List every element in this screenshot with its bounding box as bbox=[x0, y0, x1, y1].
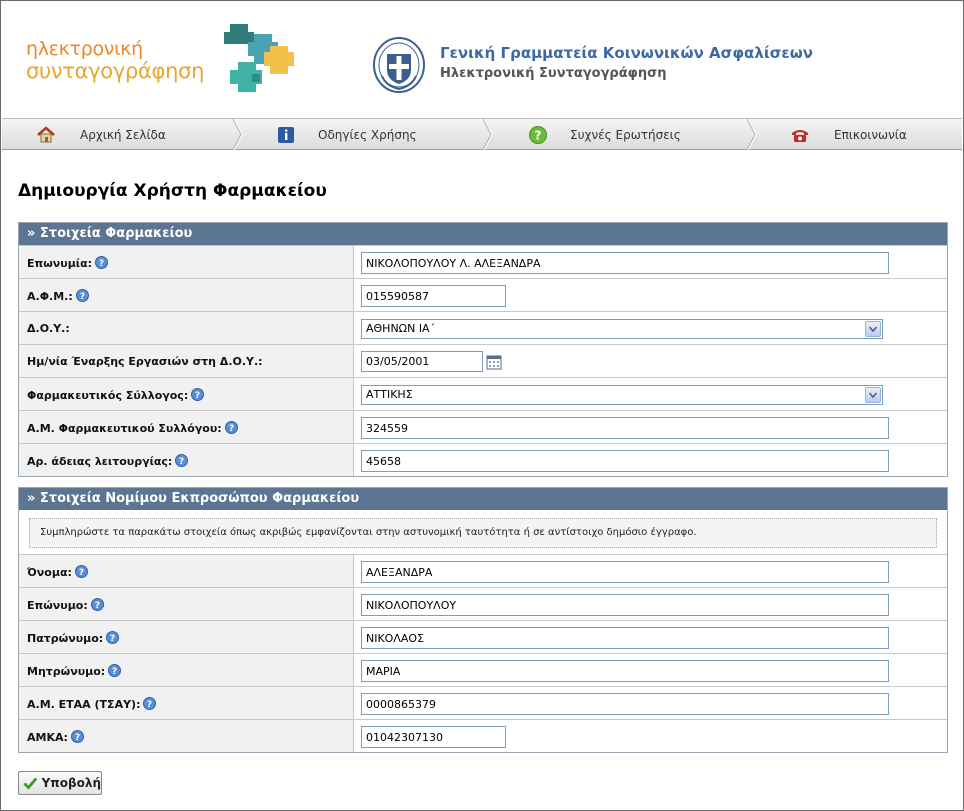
checkmark-icon bbox=[23, 776, 38, 790]
svg-text:?: ? bbox=[98, 259, 105, 269]
home-icon bbox=[36, 125, 56, 145]
info-icon bbox=[276, 125, 296, 145]
submit-label: Υποβολή bbox=[41, 776, 101, 790]
svg-text:?: ? bbox=[94, 601, 100, 611]
page-title: Δημιουργία Χρήστη Φαρμακείου bbox=[18, 181, 327, 201]
svg-text:?: ? bbox=[195, 391, 201, 401]
field-label bbox=[19, 444, 354, 476]
doy-select[interactable] bbox=[361, 319, 883, 339]
form-row-pharmacy-name bbox=[19, 245, 947, 278]
org-subtitle: Ηλεκτρονική Συνταγογράφηση bbox=[440, 66, 667, 81]
label-doy: Δ.Ο.Υ.: bbox=[27, 322, 70, 335]
svg-text:?: ? bbox=[78, 568, 85, 578]
form-row-afm bbox=[19, 278, 947, 311]
pharm-association-select[interactable] bbox=[361, 385, 883, 405]
label-association-number: Α.Μ. Φαρμακευτικού Συλλόγου: bbox=[27, 422, 222, 435]
svg-text:?: ? bbox=[534, 128, 542, 142]
representative-section bbox=[18, 487, 948, 753]
form-row-license-number bbox=[19, 443, 947, 476]
nav-label-instructions: Οδηγίες Χρήσης bbox=[318, 127, 417, 142]
field-label bbox=[19, 588, 354, 620]
etaa-number-input[interactable] bbox=[361, 693, 889, 715]
help-icon[interactable] bbox=[91, 598, 104, 611]
puzzle-logo-icon bbox=[224, 22, 294, 98]
pharmacy-section-header: » Στοιχεία Φαρμακείου bbox=[19, 223, 947, 245]
field-label bbox=[19, 378, 354, 410]
representative-section-header: » Στοιχεία Νομίμου Εκπροσώπου Φαρμακείου bbox=[19, 488, 947, 510]
help-icon[interactable] bbox=[71, 730, 84, 743]
form-row-last-name bbox=[19, 587, 947, 620]
phone-icon bbox=[790, 125, 810, 145]
nav-label-home: Αρχική Σελίδα bbox=[80, 127, 166, 142]
form-row-first-name bbox=[19, 554, 947, 587]
submit-button[interactable] bbox=[18, 771, 102, 795]
field-label bbox=[19, 345, 354, 377]
last-name-input[interactable] bbox=[361, 594, 889, 616]
form-row-pharm-association bbox=[19, 377, 947, 410]
form-row-mother-name bbox=[19, 653, 947, 686]
help-icon[interactable] bbox=[106, 631, 119, 644]
association-number-input[interactable] bbox=[361, 417, 889, 439]
chevron-down-icon[interactable] bbox=[865, 387, 881, 403]
help-icon[interactable] bbox=[75, 565, 88, 578]
svg-text:?: ? bbox=[110, 634, 116, 644]
field-label bbox=[19, 555, 354, 587]
nav-separator bbox=[482, 119, 494, 150]
field-label bbox=[19, 246, 354, 278]
label-pharmacy-name: Επωνυμία: bbox=[27, 257, 93, 270]
afm-input[interactable] bbox=[361, 285, 506, 307]
pharmacy-name-input[interactable] bbox=[361, 252, 889, 274]
form-row-association-number bbox=[19, 410, 947, 443]
form-row-amka bbox=[19, 719, 947, 752]
field-label bbox=[19, 687, 354, 719]
field-label bbox=[19, 720, 354, 752]
help-icon[interactable] bbox=[143, 697, 156, 710]
label-etaa-number: Α.Μ. ΕΤΑΑ (ΤΣΑΥ): bbox=[27, 698, 141, 711]
nav-item-home[interactable] bbox=[36, 119, 166, 150]
field-label bbox=[19, 312, 354, 344]
notice-text: Συμπληρώστε τα παρακάτω στοιχεία όπως ακριβώς εμφανίζονται στην αστυνομική ταυτότητα ή σε αντίστοιχο δημόσιο έγγραφο. bbox=[29, 518, 937, 548]
nav-item-faq[interactable] bbox=[528, 119, 681, 150]
nav-label-contact: Επικοινωνία bbox=[834, 127, 907, 142]
field-label bbox=[19, 654, 354, 686]
notice-wrapper bbox=[19, 510, 947, 554]
chevron-down-icon[interactable] bbox=[865, 321, 881, 337]
question-icon bbox=[528, 125, 548, 145]
header bbox=[2, 2, 962, 118]
start-date-input[interactable] bbox=[361, 351, 483, 372]
form-row-etaa-number bbox=[19, 686, 947, 719]
first-name-input[interactable] bbox=[361, 561, 889, 583]
nav-item-contact[interactable] bbox=[790, 119, 907, 150]
svg-text:?: ? bbox=[74, 733, 81, 743]
form-row-doy bbox=[19, 311, 947, 344]
main-nav bbox=[2, 118, 962, 150]
nav-separator bbox=[746, 119, 758, 150]
label-pharm-association: Φαρμακευτικός Σύλλογος: bbox=[27, 389, 189, 402]
form-row-father-name bbox=[19, 620, 947, 653]
nav-item-instructions[interactable] bbox=[276, 119, 417, 150]
nav-separator bbox=[232, 119, 244, 150]
label-last-name: Επώνυμο: bbox=[27, 599, 88, 612]
doy-select-value: ΑΘΗΝΩΝ ΙΑ΄ bbox=[366, 322, 436, 335]
site-logo[interactable] bbox=[26, 38, 204, 82]
logo-line1: ηλεκτρονική bbox=[26, 38, 143, 60]
pharm-association-select-value: ΑΤΤΙΚΗΣ bbox=[366, 388, 413, 401]
svg-text:?: ? bbox=[179, 457, 185, 467]
field-label bbox=[19, 279, 354, 311]
field-label bbox=[19, 411, 354, 443]
svg-text:?: ? bbox=[112, 667, 118, 677]
svg-text:?: ? bbox=[147, 700, 153, 710]
pharmacy-section bbox=[18, 222, 948, 477]
label-afm: Α.Φ.Μ.: bbox=[27, 290, 73, 303]
nav-label-faq: Συχνές Ερωτήσεις bbox=[570, 127, 681, 142]
label-license-number: Αρ. άδειας λειτουργίας: bbox=[27, 455, 173, 468]
license-number-input[interactable] bbox=[361, 450, 889, 472]
form-row-start-date bbox=[19, 344, 947, 377]
svg-text:?: ? bbox=[79, 292, 85, 302]
label-father-name: Πατρώνυμο: bbox=[27, 632, 104, 645]
field-label bbox=[19, 621, 354, 653]
greek-crest-icon bbox=[372, 36, 426, 94]
logo-line2: συνταγογράφηση bbox=[26, 59, 205, 83]
help-icon[interactable] bbox=[191, 388, 204, 401]
father-name-input[interactable] bbox=[361, 627, 889, 649]
amka-input[interactable] bbox=[361, 726, 506, 748]
label-mother-name: Μητρώνυμο: bbox=[27, 665, 106, 678]
label-first-name: Όνομα: bbox=[27, 566, 72, 579]
help-icon[interactable] bbox=[225, 421, 238, 434]
help-icon[interactable] bbox=[108, 664, 121, 677]
help-icon[interactable] bbox=[175, 454, 188, 467]
help-icon[interactable] bbox=[95, 256, 108, 269]
calendar-icon[interactable] bbox=[486, 354, 502, 370]
org-title: Γενική Γραμματεία Κοινωνικών Ασφαλίσεων bbox=[440, 44, 813, 62]
svg-text:?: ? bbox=[228, 424, 234, 434]
help-icon[interactable] bbox=[76, 289, 89, 302]
label-amka: ΑΜΚΑ: bbox=[27, 731, 68, 744]
label-start-date: Ημ/νία Έναρξης Εργασιών στη Δ.Ο.Υ.: bbox=[27, 355, 263, 368]
mother-name-input[interactable] bbox=[361, 660, 889, 682]
